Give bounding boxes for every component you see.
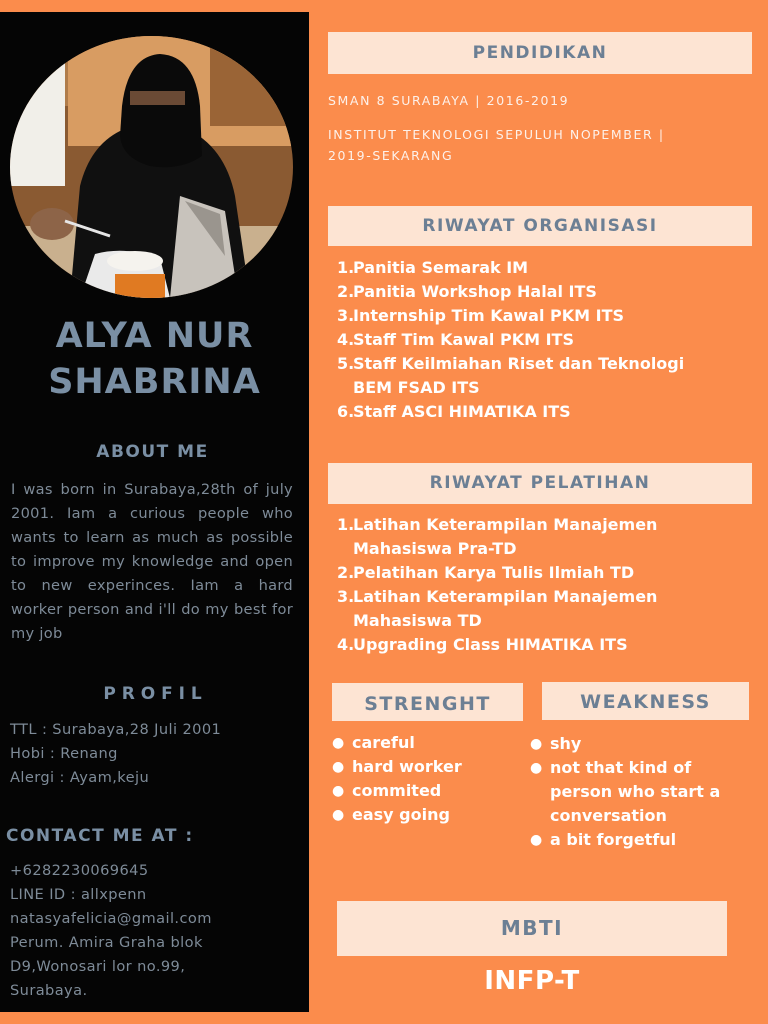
list-number: 5. [337, 354, 355, 373]
weakness-item [530, 756, 760, 828]
name-line-1: ALYA NUR [55, 316, 254, 356]
pelatihan-item [337, 513, 737, 561]
list-item-text: Staff Tim Kawal PKM ITS [353, 330, 574, 349]
organisasi-item [337, 256, 737, 280]
education-heading: PENDIDIKAN [328, 32, 752, 74]
profile-heading: P R O F I L [103, 684, 202, 704]
list-item-text: not that kind of [550, 758, 692, 777]
weakness-item [530, 732, 760, 756]
contact-address-2: D9,Wonosari lor no.99, [10, 958, 186, 975]
weakness-heading: WEAKNESS [542, 682, 749, 720]
education-entry-2a: INSTITUT TEKNOLOGI SEPULUH NOPEMBER | [328, 127, 665, 142]
education-entry-2b: 2019-SEKARANG [328, 148, 454, 163]
bullet-icon: ● [530, 760, 543, 776]
contact-phone: +6282230069645 [10, 862, 149, 879]
education-entry-1: SMAN 8 SURABAYA | 2016-2019 [328, 93, 570, 108]
list-number: 2. [337, 282, 355, 301]
profile-ttl: TTL : Surabaya,28 Juli 2001 [10, 721, 222, 738]
organisasi-list [337, 256, 737, 424]
bullet-icon: ● [332, 807, 345, 823]
bullet-icon: ● [530, 832, 543, 848]
about-heading: ABOUT ME [96, 442, 209, 462]
list-number: 6. [337, 402, 355, 421]
list-item-text: shy [550, 734, 582, 753]
profile-hobi: Hobi : Renang [10, 745, 118, 762]
contact-heading: CONTACT ME AT : [6, 826, 194, 846]
strength-item [332, 779, 532, 803]
profile-list [10, 718, 221, 790]
left-panel [0, 12, 309, 1012]
weakness-list [530, 732, 760, 852]
strength-item [332, 731, 532, 755]
list-number: 1. [337, 515, 355, 534]
organisasi-item [337, 352, 737, 400]
pelatihan-item [337, 561, 737, 585]
list-item-text: Upgrading Class HIMATIKA ITS [353, 635, 628, 654]
organisasi-item [337, 280, 737, 304]
list-item-text: easy going [352, 805, 450, 824]
list-item-text: Staff Keilmiahan Riset dan Teknologi [353, 354, 685, 373]
strength-item [332, 755, 532, 779]
list-item-text: commited [352, 781, 442, 800]
list-item-text: Latihan Keterampilan Manajemen [353, 587, 658, 606]
weakness-item [530, 828, 760, 852]
pelatihan-heading: RIWAYAT PELATIHAN [328, 463, 752, 504]
strength-list [332, 731, 532, 827]
profile-photo-image [10, 36, 293, 298]
pelatihan-list [337, 513, 737, 657]
list-item-text: a bit forgetful [550, 830, 677, 849]
bullet-icon: ● [332, 735, 345, 751]
organisasi-item [337, 328, 737, 352]
list-number: 2. [337, 563, 355, 582]
list-number: 3. [337, 306, 355, 325]
mbti-heading: MBTI [337, 901, 727, 956]
list-item-text: Pelatihan Karya Tulis Ilmiah TD [353, 563, 635, 582]
contact-address-1: Perum. Amira Graha blok [10, 934, 203, 951]
bullet-icon: ● [332, 759, 345, 775]
bullet-icon: ● [332, 783, 345, 799]
profile-alergi: Alergi : Ayam,keju [10, 769, 150, 786]
organisasi-heading: RIWAYAT ORGANISASI [328, 206, 752, 246]
list-number: 1. [337, 258, 355, 277]
strength-heading: STRENGHT [332, 683, 523, 721]
list-number: 4. [337, 635, 355, 654]
strength-item [332, 803, 532, 827]
pelatihan-item [337, 585, 737, 633]
about-text: I was born in Surabaya,28th of july 2001. Iam a curious people who wants to learn as much as possible to improve my knowledge and open to new experinces. Iam a hard worker person and i'll do my best for my job [11, 481, 293, 642]
contact-email: natasyafelicia@gmail.com [10, 910, 212, 927]
list-item-text: Staff ASCI HIMATIKA ITS [353, 402, 571, 421]
mbti-value: INFP-T [484, 966, 580, 996]
profile-photo [10, 36, 293, 298]
bullet-icon: ● [530, 736, 543, 752]
organisasi-item [337, 304, 737, 328]
name-line-2: SHABRINA [48, 362, 261, 402]
list-item-text: conversation [550, 806, 667, 825]
list-item-text: Mahasiswa TD [353, 611, 482, 630]
list-item-text: Panitia Semarak IM [353, 258, 529, 277]
pelatihan-item [337, 633, 737, 657]
contact-address-3: Surabaya. [10, 982, 88, 999]
list-item-text: Internship Tim Kawal PKM ITS [353, 306, 625, 325]
list-item-text: Latihan Keterampilan Manajemen [353, 515, 658, 534]
organisasi-item [337, 400, 737, 424]
list-item-text: BEM FSAD ITS [353, 378, 480, 397]
list-number: 3. [337, 587, 355, 606]
list-item-text: person who start a [550, 782, 721, 801]
list-number: 4. [337, 330, 355, 349]
list-item-text: careful [352, 733, 415, 752]
list-item-text: hard worker [352, 757, 462, 776]
contact-line-id: LINE ID : allxpenn [10, 886, 147, 903]
contact-list [10, 859, 212, 1003]
list-item-text: Panitia Workshop Halal ITS [353, 282, 597, 301]
list-item-text: Mahasiswa Pra-TD [353, 539, 517, 558]
